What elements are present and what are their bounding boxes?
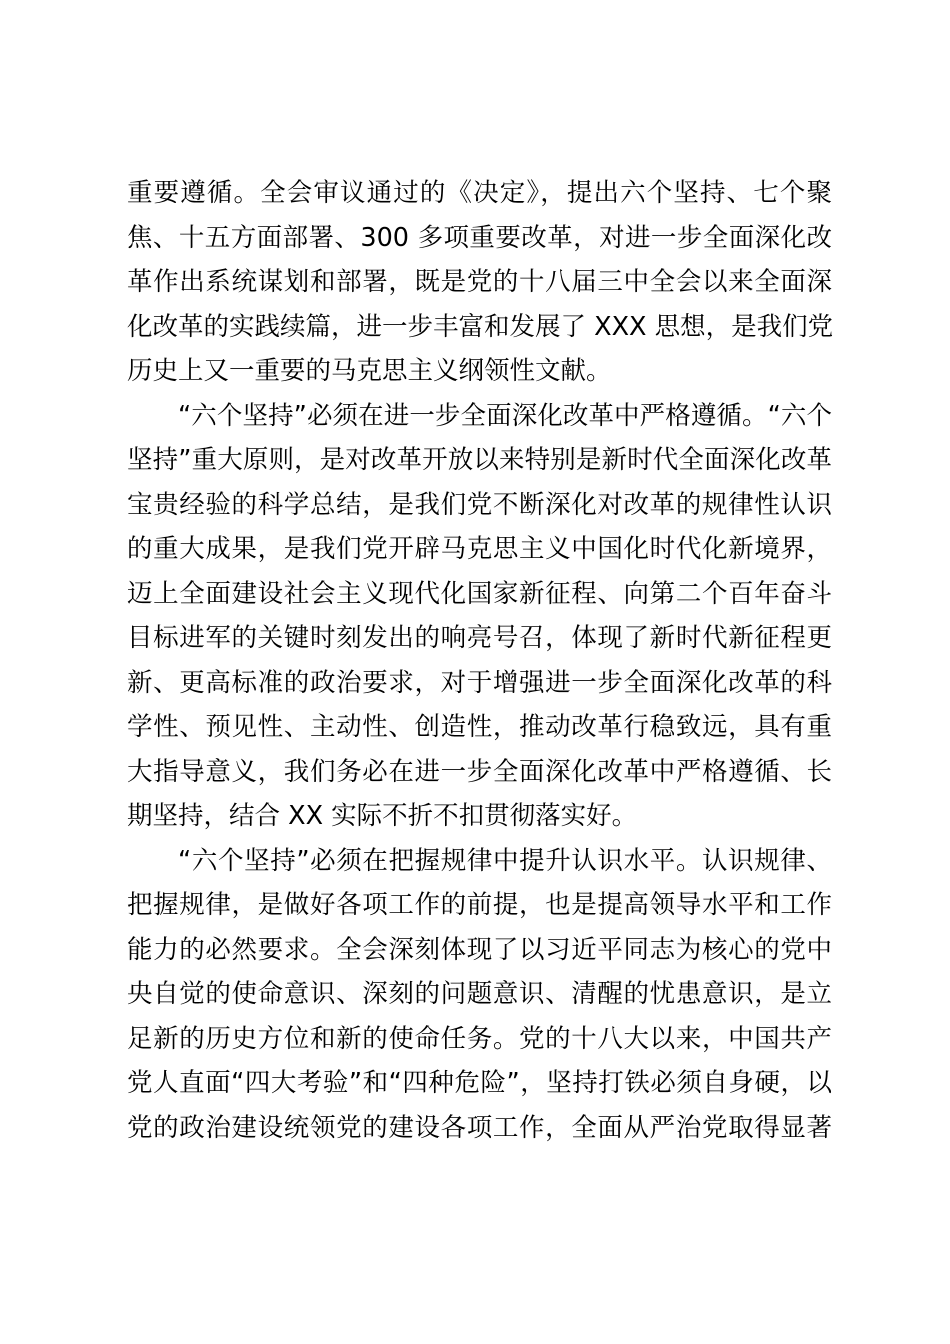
text-line: 能力的必然要求。全会深刻体现了以习近平同志为核心的党中 bbox=[127, 934, 832, 965]
text-line: 新、更高标准的政治要求，对于增强进一步全面深化改革的科 bbox=[127, 667, 832, 698]
text-line: 的重大成果，是我们党开辟马克思主义中国化时代化新境界， bbox=[127, 534, 832, 564]
text-line: 历史上又一重要的马克思主义纲领性文献。 bbox=[127, 356, 612, 386]
text-line: 迈上全面建设社会主义现代化国家新征程、向第二个百年奋斗 bbox=[127, 578, 832, 609]
text-line: 学性、预见性、主动性、创造性，推动改革行稳致远，具有重 bbox=[127, 712, 832, 742]
text-line: 坚持”重大原则，是对改革开放以来特别是新时代全面深化改革 bbox=[127, 445, 832, 475]
text-line: 焦、十五方面部署、300 多项重要改革，对进一步全面深化改 bbox=[127, 222, 832, 253]
text-line: 化改革的实践续篇，进一步丰富和发展了 XXX 思想，是我们党 bbox=[127, 311, 834, 342]
body-text bbox=[127, 171, 832, 1150]
text-line: 革作出系统谋划和部署，既是党的十八届三中全会以来全面深 bbox=[127, 267, 832, 297]
text-line: 把握规律，是做好各项工作的前提，也是提高领导水平和工作 bbox=[127, 890, 832, 920]
text-line: 央自觉的使命意识、深刻的问题意识、清醒的忧患意识，是立 bbox=[127, 979, 832, 1009]
text-line: “六个坚持”必须在进一步全面深化改革中严格遵循。“六个 bbox=[178, 400, 832, 431]
text-line: 目标进军的关键时刻发出的响亮号召，体现了新时代新征程更 bbox=[127, 623, 832, 653]
text-line: 足新的历史方位和新的使命任务。党的十八大以来，中国共产 bbox=[127, 1023, 832, 1054]
text-line: 党的政治建设统领党的建设各项工作，全面从严治党取得显著 bbox=[127, 1112, 832, 1143]
text-line: 党人直面“四大考验”和“四种危险”，坚持打铁必须自身硬，以 bbox=[127, 1068, 832, 1098]
text-line: “六个坚持”必须在把握规律中提升认识水平。认识规律、 bbox=[178, 845, 832, 876]
text-line: 期坚持，结合 XX 实际不折不扣贯彻落实好。 bbox=[127, 801, 638, 831]
paragraph-1 bbox=[127, 171, 832, 394]
text-line: 重要遵循。全会审议通过的《决定》，提出六个坚持、七个聚 bbox=[127, 178, 832, 208]
text-line: 大指导意义，我们务必在进一步全面深化改革中严格遵循、长 bbox=[127, 756, 832, 787]
paragraph-2 bbox=[127, 394, 832, 839]
text-line: 宝贵经验的科学总结，是我们党不断深化对改革的规律性认识 bbox=[127, 489, 832, 520]
paragraph-3 bbox=[127, 839, 832, 1151]
